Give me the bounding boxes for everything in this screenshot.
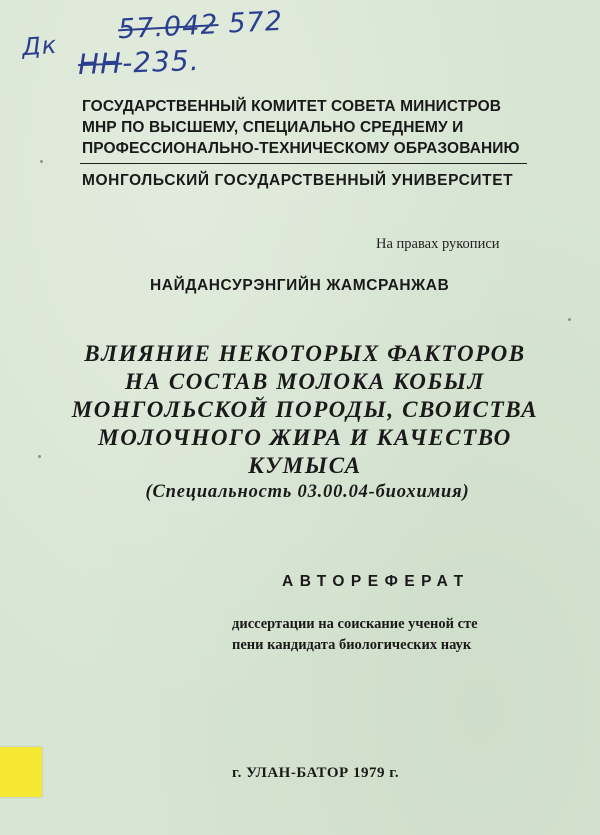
- paper-speck: [40, 160, 43, 163]
- header-divider: [80, 163, 527, 164]
- dissertation-line: диссертации на соискание ученой сте: [232, 616, 478, 632]
- paper-speck: [568, 318, 571, 321]
- title-line: МОЛОЧНОГО ЖИРА И КАЧЕСТВО: [98, 425, 512, 450]
- document-title: [60, 340, 550, 480]
- handwritten-shelf-code: [77, 44, 200, 81]
- shelf-code-number: -235.: [121, 43, 201, 80]
- title-line: МОНГОЛЬСКОЙ ПОРОДЫ, СВОИСТВА: [71, 397, 539, 422]
- committee-line: ГОСУДАРСТВЕННЫЙ КОМИТЕТ СОВЕТА МИНИСТРОВ: [82, 98, 502, 115]
- handwritten-catalog-number: [117, 6, 283, 46]
- dissertation-description: [232, 614, 478, 656]
- committee-heading: [82, 96, 527, 159]
- paper-speck: [38, 455, 41, 458]
- abstract-label: АВТОРЕФЕРАТ: [282, 573, 470, 590]
- title-line: ВЛИЯНИЕ НЕКОТОРЫХ ФАКТОРОВ: [84, 341, 526, 366]
- catalog-number-struck: 57.042: [117, 9, 220, 46]
- handwritten-prefix: Дк: [21, 30, 59, 62]
- committee-line: МНР ПО ВЫСШЕМУ, СПЕЦИАЛЬНО СРЕДНЕМУ И: [82, 119, 464, 136]
- committee-line: ПРОФЕССИОНАЛЬНО-ТЕХНИЧЕСКОМУ ОБРАЗОВАНИЮ: [82, 140, 520, 157]
- shelf-code-struck: НН: [77, 46, 123, 82]
- title-line: НА СОСТАВ МОЛОКА КОБЫЛ: [125, 369, 485, 394]
- catalog-number-extra: 572: [227, 5, 284, 40]
- author-name: НАЙДАНСУРЭНГИЙН ЖАМСРАНЖАВ: [150, 277, 450, 294]
- manuscript-note: На правах рукописи: [376, 236, 500, 252]
- title-line: КУМЫСА: [248, 453, 362, 478]
- specialty-line: (Специальность 03.00.04-биохимия): [145, 482, 470, 502]
- city-year: г. УЛАН-БАТОР 1979 г.: [232, 765, 400, 781]
- dissertation-line: пени кандидата биологических наук: [232, 637, 472, 653]
- university-name: МОНГОЛЬСКИЙ ГОСУДАРСТВЕННЫЙ УНИВЕРСИТЕТ: [82, 172, 514, 189]
- library-tag: [0, 747, 42, 797]
